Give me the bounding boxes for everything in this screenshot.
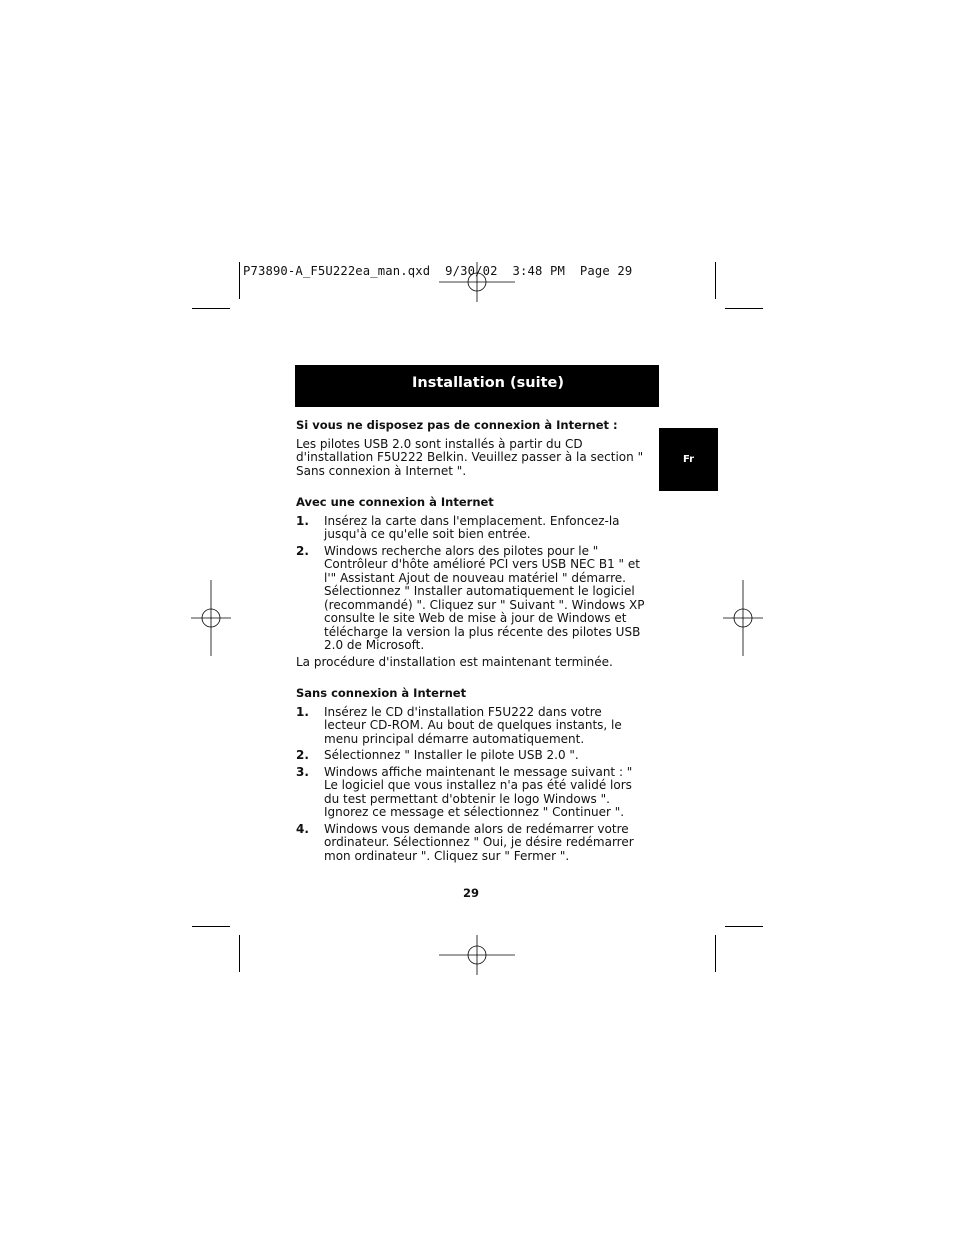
crop-mark (715, 262, 716, 299)
page-number: 29 (463, 886, 480, 900)
step-number: 1. (296, 513, 309, 528)
section-title-bar (295, 365, 659, 407)
registration-mark-left (191, 580, 231, 656)
without-internet-steps (296, 706, 646, 864)
main-content (296, 419, 646, 866)
list-item (296, 749, 646, 763)
list-item (296, 545, 646, 653)
step-text: Insérez le CD d'installation F5U222 dans votre lecteur CD-ROM. Au bout de quelques instants, le menu principal démarre automatiquement. (324, 704, 622, 746)
with-internet-conclusion: La procédure d'installation est maintenant terminée. (296, 654, 613, 669)
without-internet-heading: Sans connexion à Internet (296, 686, 467, 700)
step-text: Insérez la carte dans l'emplacement. Enfoncez-la jusqu'à ce qu'elle soit bien entrée. (324, 513, 620, 541)
step-number: 2. (296, 748, 309, 762)
crop-mark (725, 308, 763, 309)
with-internet-heading: Avec une connexion à Internet (296, 495, 494, 509)
crop-mark (725, 926, 763, 927)
list-item (296, 766, 646, 820)
crop-mark (192, 308, 230, 309)
language-tab: Fr (659, 428, 718, 491)
step-text: Windows affiche maintenant le message suivant : " Le logiciel que vous installez n'a pas été validé lors du test permettant d'obtenir le logo Windows ". Ignorez ce message et sélectionnez " Continuer ". (324, 764, 633, 819)
step-number: 4. (296, 821, 309, 836)
list-item (296, 823, 646, 864)
crop-mark (239, 935, 240, 972)
no-internet-text: Les pilotes USB 2.0 sont installés à partir du CD d'installation F5U222 Belkin. Veuillez passer à la section " Sans connexion à Internet ". (296, 436, 644, 478)
registration-mark-right (723, 580, 763, 656)
step-number: 1. (296, 704, 309, 719)
page-title: Installation (suite) (412, 375, 564, 391)
step-number: 3. (296, 764, 309, 779)
no-internet-heading: Si vous ne disposez pas de connexion à Internet : (296, 418, 618, 432)
list-item (296, 706, 646, 747)
file-slug: P73890-A_F5U222ea_man.qxd 9/30/02 3:48 PM Page 29 (243, 264, 633, 278)
registration-mark-bottom (439, 935, 515, 975)
step-text: Windows vous demande alors de redémarrer votre ordinateur. Sélectionnez " Oui, je désire redémarrer mon ordinateur ". Cliquez sur " Fermer ". (324, 821, 634, 863)
step-number: 2. (296, 543, 309, 558)
crop-mark (239, 262, 240, 299)
crop-mark (192, 926, 230, 927)
step-text: Windows recherche alors des pilotes pour le " Contrôleur d'hôte amélioré PCI vers USB NEC B1 " et l'" Assistant Ajout de nouveau matériel " démarre. Sélectionnez " Installer automatiquement le logiciel (recommandé) ". Cliquez sur " Suivant ". Windows XP consulte le site Web de mise à jour de Windows et télécharge la version la plus récente des pilotes USB 2.0 de Microsoft. (324, 543, 645, 652)
with-internet-steps (296, 515, 646, 653)
step-text: Sélectionnez " Installer le pilote USB 2.0 ". (324, 748, 579, 762)
list-item (296, 515, 646, 542)
crop-mark (715, 935, 716, 972)
